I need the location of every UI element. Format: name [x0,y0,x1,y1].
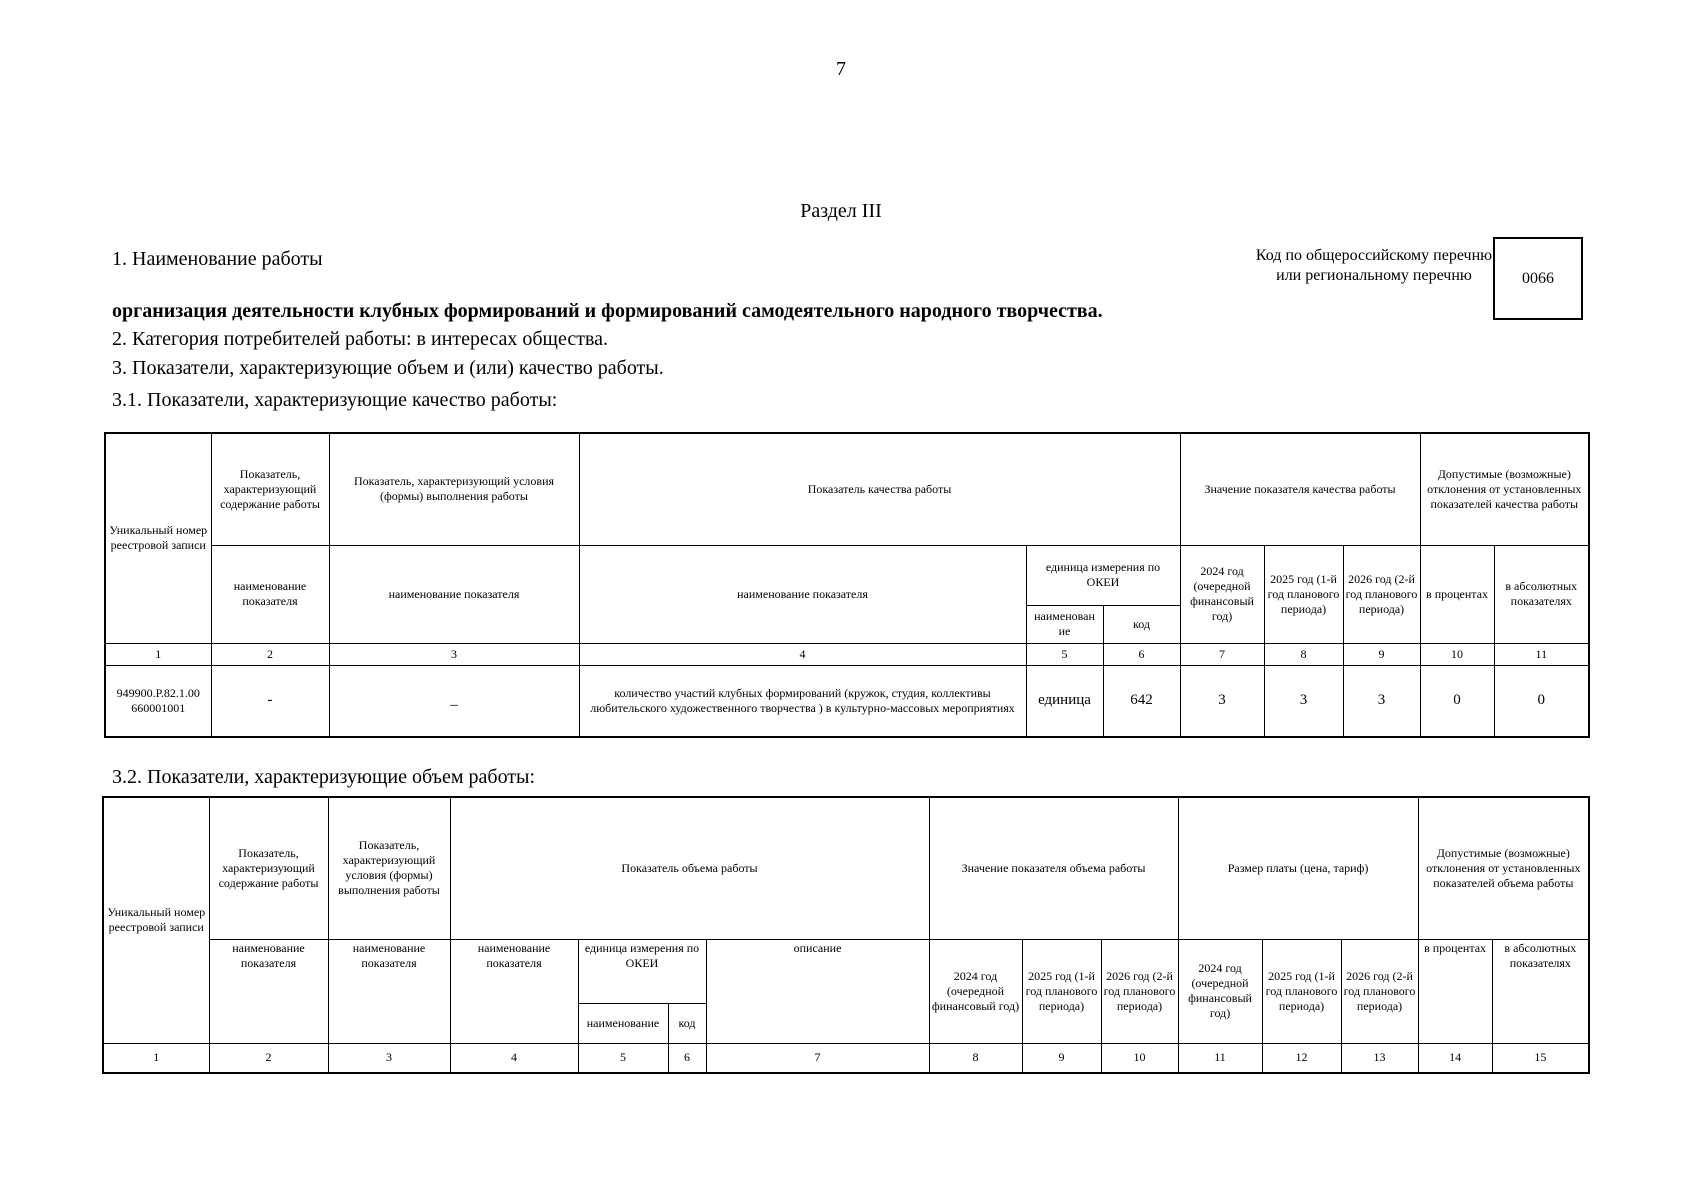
page-number: 7 [836,58,846,80]
quality-header-unit-code: код [1103,605,1180,643]
volume-header-percent: в процентах [1418,939,1492,1043]
quality-header-indicator: Показатель качества работы [579,433,1180,545]
quality-table-row [105,665,1589,737]
volume-header-conditions: Показатель, характеризующий условия (формы) выполнения работы [328,797,450,939]
quality-col-number: 1 [105,643,211,665]
quality-col-number: 8 [1264,643,1343,665]
volume-header-indicator-name: наименование показателя [450,939,578,1043]
volume-header-fee-year-2026: 2026 год (2-й год планового периода) [1341,939,1418,1043]
volume-col-number: 1 [103,1043,209,1073]
quality-header-conditions: Показатель, характеризующий условия (формы) выполнения работы [329,433,579,545]
quality-col-number: 3 [329,643,579,665]
quality-header-unit: единица измерения по ОКЕИ [1026,545,1180,605]
volume-header-conditions-name: наименование показателя [328,939,450,1043]
volume-header-fee-year-2025: 2025 год (1-й год планового периода) [1262,939,1341,1043]
quality-col-number: 9 [1343,643,1420,665]
quality-col-number: 5 [1026,643,1103,665]
volume-header-values: Значение показателя объема работы [929,797,1178,939]
registry-code-box [1493,237,1583,320]
volume-col-number: 5 [578,1043,668,1073]
volume-header-unit-code: код [668,1003,706,1043]
quality-col-number: 2 [211,643,329,665]
quality-col-number: 4 [579,643,1026,665]
volume-col-number: 10 [1101,1043,1178,1073]
quality-header-conditions-name: наименование показателя [329,545,579,643]
quality-header-content: Показатель, характеризующий содержание работы [211,433,329,545]
volume-col-number: 9 [1022,1043,1101,1073]
volume-col-number: 13 [1341,1043,1418,1073]
volume-col-number: 12 [1262,1043,1341,1073]
quality-col-number: 11 [1494,643,1589,665]
volume-header-indicator: Показатель объема работы [450,797,929,939]
quality-cell-unit-code: 642 [1103,665,1180,737]
volume-header-unit: единица измерения по ОКЕИ [578,939,706,1003]
volume-header-content: Показатель, характеризующий содержание работы [209,797,328,939]
quality-cell-absolute: 0 [1494,665,1589,737]
quality-table [104,432,1590,738]
quality-header-absolute: в абсолютных показателях [1494,545,1589,643]
quality-header-content-name: наименование показателя [211,545,329,643]
quality-col-number: 6 [1103,643,1180,665]
volume-col-number: 7 [706,1043,929,1073]
volume-header-deviation: Допустимые (возможные) отклонения от установленных показателей объема работы [1418,797,1589,939]
volume-heading: 3.2. Показатели, характеризующие объем работы: [112,766,536,788]
quality-heading: 3.1. Показатели, характеризующие качество работы: [112,389,558,411]
volume-header-year-2025: 2025 год (1-й год планового периода) [1022,939,1101,1043]
quality-header-year-2026: 2026 год (2-й год планового периода) [1343,545,1420,643]
quality-cell-unique-number: 949900.Р.82.1.00 660001001 [105,665,211,737]
quality-header-values: Значение показателя качества работы [1180,433,1420,545]
quality-cell-unit-name: единица [1026,665,1103,737]
quality-cell-content: - [211,665,329,737]
quality-cell-year-2024: 3 [1180,665,1264,737]
quality-cell-percent: 0 [1420,665,1494,737]
volume-col-number: 8 [929,1043,1022,1073]
quality-header-unique-number: Уникальный номер реестровой записи [105,433,211,643]
quality-header-deviation: Допустимые (возможные) отклонения от установленных показателей качества работы [1420,433,1589,545]
quality-col-number: 7 [1180,643,1264,665]
volume-col-number: 15 [1492,1043,1589,1073]
volume-header-year-2024: 2024 год (очередной финансовый год) [929,939,1022,1043]
consumer-category: 2. Категория потребителей работы: в интересах общества. [112,328,609,350]
volume-col-number: 2 [209,1043,328,1073]
quality-header-unit-name: наименован ие [1026,605,1103,643]
quality-col-number: 10 [1420,643,1494,665]
quality-header-percent: в процентах [1420,545,1494,643]
volume-header-description: описание [706,939,929,1043]
work-name-label: 1. Наименование работы [112,248,323,270]
volume-col-number: 4 [450,1043,578,1073]
quality-header-indicator-name: наименование показателя [579,545,1026,643]
quality-header-year-2024: 2024 год (очередной финансовый год) [1180,545,1264,643]
indicators-heading: 3. Показатели, характеризующие объем и (или) качество работы. [112,357,664,379]
volume-header-fee-year-2024: 2024 год (очередной финансовый год) [1178,939,1262,1043]
quality-cell-year-2025: 3 [1264,665,1343,737]
section-title: Раздел III [800,200,882,222]
volume-col-number: 6 [668,1043,706,1073]
volume-header-absolute: в абсолютных показателях [1492,939,1589,1043]
quality-cell-indicator-name: количество участий клубных формирований (кружок, студия, коллективы любительского художественного творчества ) в культурно-массовых мероприятиях [579,665,1026,737]
quality-cell-conditions: _ [329,665,579,737]
volume-header-unit-name: наименование [578,1003,668,1043]
volume-header-fee: Размер платы (цена, тариф) [1178,797,1418,939]
volume-col-number: 14 [1418,1043,1492,1073]
volume-header-unique-number: Уникальный номер реестровой записи [103,797,209,1043]
registry-code-label: Код по общероссийскому перечню или региональному перечню [1255,247,1493,284]
volume-col-number: 11 [1178,1043,1262,1073]
volume-header-content-name: наименование показателя [209,939,328,1043]
registry-code-value: 0066 [1522,269,1554,287]
work-name: организация деятельности клубных формирований и формирований самодеятельного народного творчества. [112,300,1103,322]
quality-header-year-2025: 2025 год (1-й год планового периода) [1264,545,1343,643]
volume-header-year-2026: 2026 год (2-й год планового периода) [1101,939,1178,1043]
volume-table [102,796,1590,1074]
volume-col-number: 3 [328,1043,450,1073]
quality-cell-year-2026: 3 [1343,665,1420,737]
